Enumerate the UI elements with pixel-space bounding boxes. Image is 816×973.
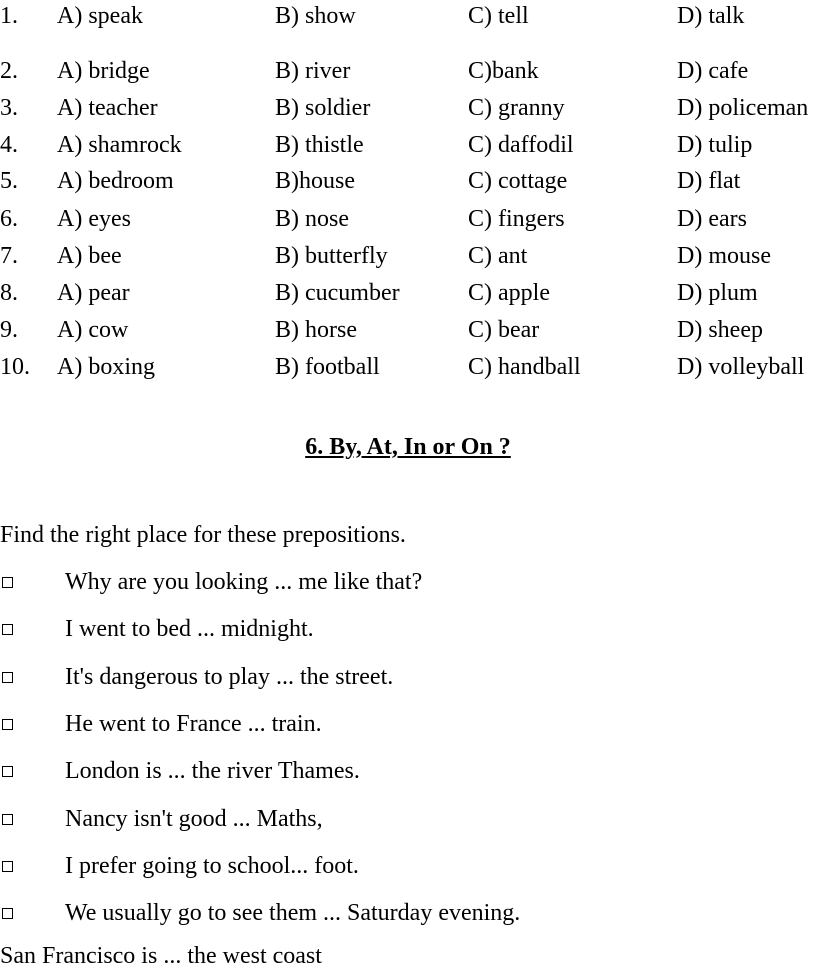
question-row xyxy=(0,352,816,382)
option-b: B)house xyxy=(275,168,355,194)
question-row xyxy=(0,241,816,271)
option-d: D) policeman xyxy=(677,95,809,121)
list-item xyxy=(0,614,816,644)
option-b: B) nose xyxy=(275,206,349,232)
question-row xyxy=(0,1,816,31)
checkbox-icon xyxy=(2,672,13,683)
option-b: B) show xyxy=(275,3,356,29)
option-d: D) ears xyxy=(677,206,747,232)
checkbox-icon xyxy=(2,814,13,825)
option-d: D) mouse xyxy=(677,243,771,269)
list-item-text: He went to France ... train. xyxy=(65,711,322,737)
option-b: B) horse xyxy=(275,317,357,343)
list-item xyxy=(0,851,816,881)
question-number: 1. xyxy=(0,3,18,29)
checkbox-icon xyxy=(2,766,13,777)
question-number: 3. xyxy=(0,95,18,121)
list-item xyxy=(0,709,816,739)
option-c: C) apple xyxy=(468,280,550,306)
option-c: C) tell xyxy=(468,3,529,29)
option-d: D) plum xyxy=(677,280,758,306)
option-c: C) handball xyxy=(468,354,581,380)
instruction-text: Find the right place for these prepositions. xyxy=(0,522,406,548)
option-d: D) flat xyxy=(677,168,741,194)
question-row xyxy=(0,278,816,308)
question-number: 8. xyxy=(0,280,18,306)
option-b: B) butterfly xyxy=(275,243,388,269)
checkbox-icon xyxy=(2,908,13,919)
list-item-text: We usually go to see them ... Saturday evening. xyxy=(65,900,521,926)
option-d: D) sheep xyxy=(677,317,763,343)
option-d: D) volleyball xyxy=(677,354,805,380)
question-row xyxy=(0,130,816,160)
option-a: A) pear xyxy=(57,280,130,306)
option-a: A) bedroom xyxy=(57,168,174,194)
option-c: C) fingers xyxy=(468,206,565,232)
question-row xyxy=(0,204,816,234)
option-b: B) football xyxy=(275,354,380,380)
option-b: B) river xyxy=(275,58,351,84)
list-item-text: I went to bed ... midnight. xyxy=(65,616,314,642)
list-item xyxy=(0,662,816,692)
option-a: A) speak xyxy=(57,3,143,29)
question-number: 10. xyxy=(0,354,30,380)
option-c: C)bank xyxy=(468,58,539,84)
option-c: C) cottage xyxy=(468,168,568,194)
list-item xyxy=(0,898,816,928)
question-number: 9. xyxy=(0,317,18,343)
question-number: 7. xyxy=(0,243,18,269)
option-d: D) talk xyxy=(677,3,745,29)
checkbox-icon xyxy=(2,861,13,872)
checkbox-icon xyxy=(2,719,13,730)
option-b: B) thistle xyxy=(275,132,364,158)
question-row xyxy=(0,315,816,345)
question-row xyxy=(0,56,816,86)
option-d: D) cafe xyxy=(677,58,749,84)
option-b: B) soldier xyxy=(275,95,371,121)
list-item-text: I prefer going to school... foot. xyxy=(65,853,359,879)
option-c: C) bear xyxy=(468,317,540,343)
checkbox-icon xyxy=(2,577,13,588)
option-a: A) bridge xyxy=(57,58,150,84)
question-row xyxy=(0,166,816,196)
option-a: A) shamrock xyxy=(57,132,182,158)
question-row xyxy=(0,93,816,123)
option-c: C) daffodil xyxy=(468,132,574,158)
option-a: A) eyes xyxy=(57,206,131,232)
last-line-text: San Francisco is ... the west coast xyxy=(0,943,322,969)
question-number: 5. xyxy=(0,168,18,194)
list-item xyxy=(0,756,816,786)
option-a: A) boxing xyxy=(57,354,155,380)
list-item-text: Why are you looking ... me like that? xyxy=(65,569,423,595)
option-d: D) tulip xyxy=(677,132,753,158)
question-number: 2. xyxy=(0,58,18,84)
question-number: 4. xyxy=(0,132,18,158)
question-number: 6. xyxy=(0,206,18,232)
list-item-text: Nancy isn't good ... Maths, xyxy=(65,806,323,832)
option-b: B) cucumber xyxy=(275,280,400,306)
list-item-text: It's dangerous to play ... the street. xyxy=(65,664,394,690)
section-heading: 6. By, At, In or On ? xyxy=(305,434,511,460)
option-c: C) granny xyxy=(468,95,565,121)
list-item-text: London is ... the river Thames. xyxy=(65,758,360,784)
option-a: A) teacher xyxy=(57,95,158,121)
option-a: A) bee xyxy=(57,243,122,269)
list-item xyxy=(0,804,816,834)
option-c: C) ant xyxy=(468,243,528,269)
list-item xyxy=(0,567,816,597)
option-a: A) cow xyxy=(57,317,129,343)
checkbox-icon xyxy=(2,624,13,635)
